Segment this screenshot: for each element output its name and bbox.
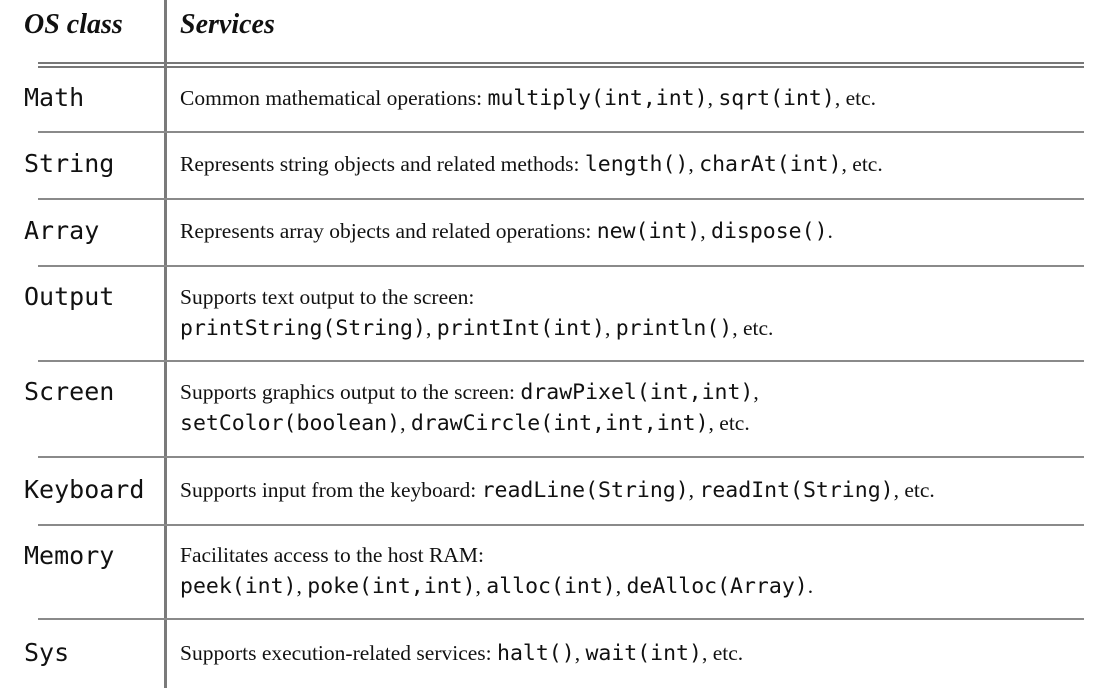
method-signature: printInt(int) <box>436 316 605 341</box>
os-class-name: Memory <box>24 541 115 570</box>
description-text: , <box>688 152 700 176</box>
table-row <box>0 133 1111 198</box>
description-text: , etc. <box>701 641 744 665</box>
description-text: , <box>753 380 759 404</box>
description-text: , <box>707 86 719 110</box>
services-line <box>180 638 743 669</box>
method-signature: println() <box>615 316 733 341</box>
description-text: , etc. <box>841 152 883 176</box>
description-text: Facilitates access to the host RAM: <box>180 543 484 567</box>
services-line <box>180 408 759 439</box>
services-line <box>180 571 813 602</box>
os-class-services <box>180 216 833 247</box>
description-text: , <box>296 574 308 598</box>
os-class-name: Math <box>24 83 85 112</box>
table-row <box>0 362 1111 456</box>
os-class-name: Screen <box>24 377 115 406</box>
method-signature: drawPixel(int,int) <box>520 380 754 405</box>
method-signature: wait(int) <box>585 641 702 666</box>
description-text: Supports input from the keyboard: <box>180 478 482 502</box>
method-signature: drawCircle(int,int,int) <box>410 411 709 436</box>
table-row <box>0 458 1111 524</box>
os-class-name: Keyboard <box>24 475 145 504</box>
header-services: Services <box>180 9 275 40</box>
description-text: , etc. <box>893 478 935 502</box>
method-signature: alloc(int) <box>486 574 616 599</box>
method-signature: dispose() <box>711 219 828 244</box>
services-line <box>180 282 773 313</box>
description-text: , <box>615 574 627 598</box>
table-row <box>0 267 1111 360</box>
table-row <box>0 68 1111 131</box>
os-class-services <box>180 377 759 439</box>
table-row <box>0 526 1111 618</box>
description-text: , etc. <box>708 411 750 435</box>
os-class-services <box>180 83 876 114</box>
method-signature: peek(int) <box>180 574 297 599</box>
method-signature: sqrt(int) <box>718 86 835 111</box>
os-class-services <box>180 475 935 506</box>
description-text: , <box>604 316 616 340</box>
description-text: Common mathematical operations: <box>180 86 488 110</box>
method-signature: halt() <box>497 641 575 666</box>
description-text: , <box>688 478 700 502</box>
description-text: Supports graphics output to the screen: <box>180 380 521 404</box>
description-text: . <box>827 219 833 243</box>
header-os-class: OS class <box>24 9 123 40</box>
table-row <box>0 620 1111 688</box>
services-line <box>180 313 773 344</box>
method-signature: multiply(int,int) <box>487 86 708 111</box>
description-text: , <box>700 219 712 243</box>
method-signature: readInt(String) <box>699 478 894 503</box>
description-text: , etc. <box>834 86 876 110</box>
os-class-name: Sys <box>24 638 70 667</box>
description-text: , etc. <box>732 316 774 340</box>
description-text: Represents string objects and related methods: <box>180 152 585 176</box>
services-line <box>180 377 759 408</box>
os-class-services <box>180 149 883 180</box>
description-text: , <box>425 316 437 340</box>
description-text: . <box>807 574 814 598</box>
description-text: Supports text output to the screen: <box>180 285 475 309</box>
method-signature: setColor(boolean) <box>180 411 401 436</box>
services-line <box>180 216 833 247</box>
services-line <box>180 475 935 506</box>
os-class-services <box>180 282 773 344</box>
method-signature: charAt(int) <box>699 152 842 177</box>
os-class-name: String <box>24 149 115 178</box>
services-line <box>180 83 876 114</box>
method-signature: length() <box>584 152 689 177</box>
table-row <box>0 200 1111 265</box>
description-text: , <box>574 641 586 665</box>
os-class-services <box>180 638 743 669</box>
os-class-services <box>180 540 813 602</box>
method-signature: printString(String) <box>180 316 426 341</box>
description-text: Supports execution-related services: <box>180 641 498 665</box>
description-text: , <box>400 411 411 435</box>
description-text: , <box>475 574 487 598</box>
os-class-name: Output <box>24 282 115 311</box>
method-signature: new(int) <box>596 219 701 244</box>
services-line <box>180 540 813 571</box>
method-signature: poke(int,int) <box>307 574 476 599</box>
method-signature: deAlloc(Array) <box>626 574 808 599</box>
os-class-name: Array <box>24 216 100 245</box>
description-text: Represents array objects and related operations: <box>180 219 597 243</box>
services-line <box>180 149 883 180</box>
method-signature: readLine(String) <box>481 478 689 503</box>
